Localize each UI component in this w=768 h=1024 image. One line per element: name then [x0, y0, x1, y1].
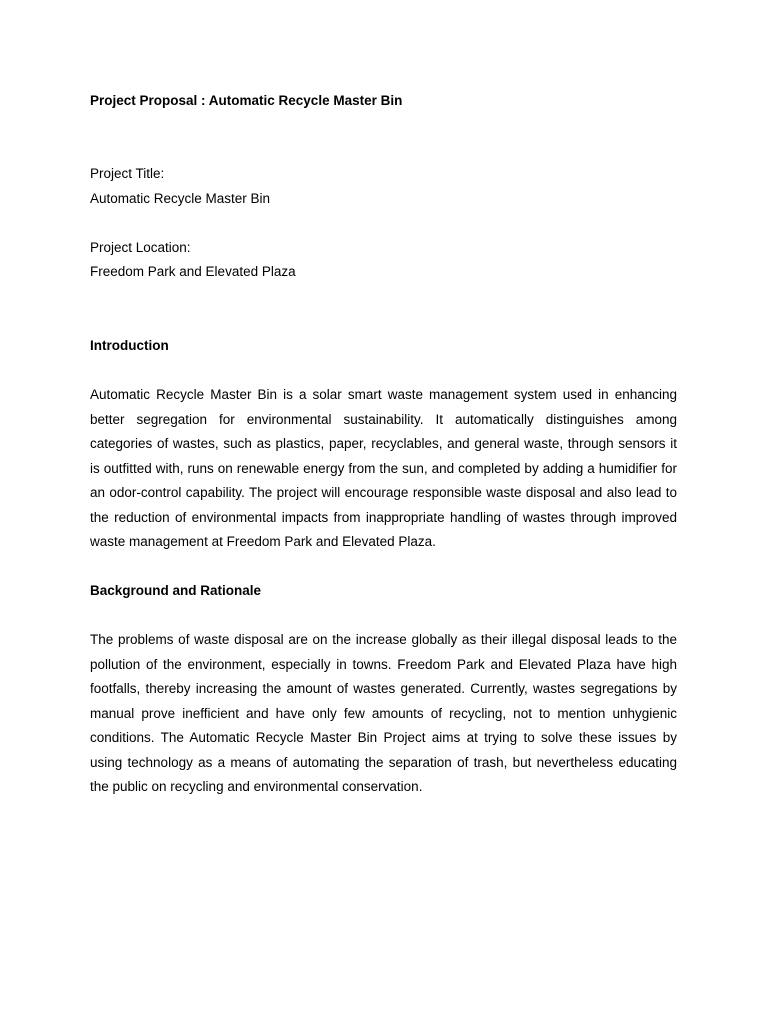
project-title-value: Automatic Recycle Master Bin: [90, 191, 271, 206]
background-heading: Background and Rationale: [90, 583, 262, 598]
document-heading: Project Proposal : Automatic Recycle Master Bin: [90, 93, 403, 108]
project-location-value: Freedom Park and Elevated Plaza: [90, 264, 296, 279]
project-location-label: Project Location:: [90, 240, 191, 255]
project-title-label: Project Title:: [90, 166, 165, 181]
introduction-paragraph: Automatic Recycle Master Bin is a solar smart waste management system used in enhancing better segregation for environmental sustainability. It automatically distinguishes among categories of wastes, such as plastics, paper, recyclables, and general waste, through sensors it is outfitted with, runs on renewable energy from the sun, and completed by adding a humidifier for an odor-control capability. The project will encourage responsible waste disposal and also lead to the reduction of environmental impacts from inappropriate handling of wastes through improved waste management at Freedom Park and Elevated Plaza.: [90, 387, 677, 549]
introduction-heading: Introduction: [90, 338, 169, 353]
background-paragraph: The problems of waste disposal are on the increase globally as their illegal disposal leads to the pollution of the environment, especially in towns. Freedom Park and Elevated Plaza have high footfalls, thereby increasing the amount of wastes generated. Currently, wastes segregations by manual prove inefficient and have only few amounts of recycling, not to mention unhygienic conditions. The Automatic Recycle Master Bin Project aims at trying to solve these issues by using technology as a means of automating the separation of trash, but nevertheless educating the public on recycling and environmental conservation.: [90, 632, 677, 794]
